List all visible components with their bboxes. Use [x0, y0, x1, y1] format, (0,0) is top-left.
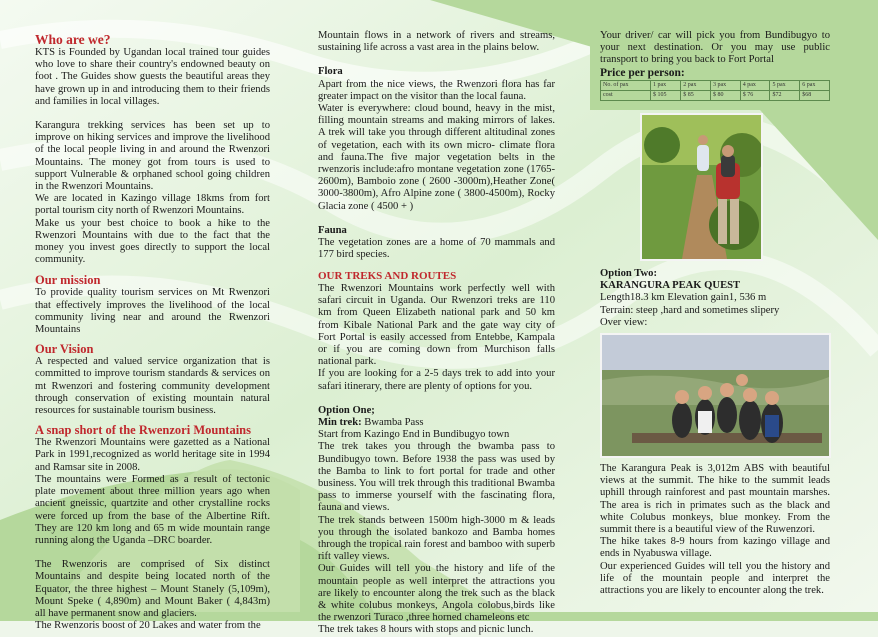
treks-paragraph-1: The Rwenzori Mountains work perfectly well with safari circuit in Uganda. Our Rwenzori treks are 110 km from Queen Elizabeth national park and 50 km from Kibale National Park and the gate way city of Fort Portal is easily accessed from Entebbe, Kampala or if you are coming down from Murchison falls national park. — [318, 282, 555, 368]
option-one-paragraph-1: The trek takes you through the bwamba pass to Bundibugyo town. Before 1938 the pass was used by the Bamba to link to fort portal for trade and other business. You will trek through this traditional Bwamba pass to immerse yourself with the fascinating flora, fauna and views. — [318, 441, 555, 514]
fauna-heading: Fauna — [318, 224, 347, 236]
table-cell: $72 — [770, 90, 800, 100]
option-two-paragraph-1: The Karangura Peak is 3,012m ABS with beautiful views at the summit. The hike to the summit leads uphill through rainforest and past mountain marshes. The area is rich in primates such as the black and white Colubus monkeys, blue monkey. From the summit there is a beautiful view of the Ruwenzori. — [600, 463, 830, 536]
min-trek-label: Min trek: — [318, 416, 362, 428]
who-paragraph-4: Make us your best choice to book a hike to the Rwenzori Mountains with due to the fact that the money you invest goes directly to support the local community. — [35, 217, 270, 266]
table-cell: $ 76 — [740, 90, 770, 100]
who-paragraph-3: We are located in Kazingo village 18kms from fort portal tourism city north of Rwenzori Mountains. — [35, 193, 270, 217]
treks-heading: OUR TREKS AND ROUTES — [318, 270, 457, 283]
option-one-start: Start from Kazingo End in Bundibugyo town — [318, 429, 510, 441]
mission-text: To provide quality tourism services on Mt Rwenzori that effectively improves the livelihood of the local community living near and around the Rwenzori Mountains — [35, 287, 270, 336]
table-cell: cost — [601, 90, 651, 100]
min-trek-value: Bwamba Pass — [361, 416, 424, 428]
price-table — [600, 80, 830, 101]
table-cell: $ 85 — [681, 90, 711, 100]
who-paragraph-2: Karangura trekking services has been set up to improve on hiking services and improve the livelihood of the local people living in and around the Rwenzori Mountains. The money got from tours is used to support Vulnerable & orphaned school going children in the Rwenzori Mountains. — [35, 120, 270, 193]
column-about — [35, 32, 270, 632]
option-two-paragraph-3: Our experienced Guides will tell you the history and life of the mountain people and interpret the attractions you are likely to encounter along the trek. — [600, 560, 830, 597]
option-two-length: Length18.3 km Elevation gain1, 536 m — [600, 292, 767, 304]
table-cell: 6 pax — [800, 80, 830, 90]
continued-text: Mountain flows in a network of rivers and streams, sustaining life across a vast area in the plains below. — [318, 30, 555, 54]
option-one-paragraph-4: The trek takes 8 hours with stops and picnic lunch. — [318, 624, 534, 636]
table-cell: $ 105 — [650, 90, 680, 100]
snapshot-paragraph-3: The Rwenzoris are comprised of Six distinct Mountains and despite being located north of the Equator, the three highest – Mount Stanely (5,109m), Mount Speke ( 4,890m) and Mount Baker ( 4,843m) all have permanent snow and glaciers. — [35, 559, 270, 619]
table-cell: 5 pax — [770, 80, 800, 90]
price-heading: Price per person: — [600, 66, 685, 79]
snapshot-heading: A snap short of the Rwenzori Mountains — [35, 423, 251, 438]
flora-paragraph-1: Apart from the nice views, the Rwenzori flora has far greater impact on the visitor than the local fauna. — [318, 78, 555, 102]
table-cell: 2 pax — [681, 80, 711, 90]
price-table-header — [601, 80, 830, 90]
treks-paragraph-2: If you are looking for a 2-5 days trek to add into your safari itinerary, there are plenty of options for you. — [318, 368, 555, 392]
option-two-paragraph-2: The hike takes 8-9 hours from kazingo village and ends in Nyabuswa village. — [600, 536, 830, 560]
table-cell: $ 80 — [710, 90, 740, 100]
option-one-paragraph-2: The trek stands between 1500m high-3000 m & leads you through the isolated bankozo and Bamba homes through the tropical rain forest and bamboo with superb rift valley views. — [318, 514, 555, 563]
vision-text: A respected and valued service organization that is committed to improve tourism standards & services on mt Rwenzori and fostering community development through conservation of existing mountain natural resources for sustainable tourism business. — [35, 356, 270, 417]
option-two-heading: Option Two: — [600, 268, 658, 279]
snapshot-paragraph-2: The mountains were Formed as a result of tectonic plate movement about three million years ago when ancient gneissic, quartzite and other crystalline rocks were forced up from the base of the Albertine Rift. They are 120 km long and 65 m wide mountain range running along the Uganda –DRC boarder. — [35, 473, 270, 546]
snapshot-paragraph-1: The Rwenzori Mountains were gazetted as a National Park in 1991,recognized as world heritage site in 1994 and Ramsar site in 2008. — [35, 437, 270, 473]
table-cell: No. of pax — [601, 80, 651, 90]
price-table-row — [601, 90, 830, 100]
min-trek-line — [318, 417, 555, 429]
table-cell: 3 pax — [710, 80, 740, 90]
option-two-description — [600, 463, 830, 597]
group-at-summit-photo — [600, 333, 831, 458]
snapshot-paragraph-4: The Rwenzoris boost of 20 Lakes and water from the — [35, 620, 261, 632]
mission-heading: Our mission — [35, 273, 101, 288]
option-two-overview-label: Over view: — [600, 316, 648, 328]
option-two-terrain: Terrain: steep ,hard and sometimes slipery — [600, 304, 780, 316]
flora-heading: Flora — [318, 66, 343, 78]
table-cell: 1 pax — [650, 80, 680, 90]
who-are-we-heading: Who are we? — [35, 32, 111, 47]
column-flora-treks — [318, 30, 555, 637]
fauna-text: The vegetation zones are a home of 70 mammals and 177 bird species. — [318, 237, 555, 261]
table-cell: 4 pax — [740, 80, 770, 90]
flora-paragraph-2: Water is everywhere: cloud bound, heavy in the mist, filling mountain streams and making mirrors of lakes. A trek will take you through different altitudinal zones of vegetation, each with its own micro- climate flora and fauna.The five major vegetation belts in the rwenzoris include:afro montane vegetation zone (1765-2600m), Bamboio zone ( 2600 -3000m),Heather Zone( 3000-3800m), Afro Alpine zone ( 3800-4500m), Rocky Glacia zone ( 4500 + ) — [318, 103, 555, 212]
vision-heading: Our Vision — [35, 342, 94, 357]
option-one-paragraph-3: Our Guides will tell you the history and life of the mountain people as well interpret the attractions you are likely to encounter along the trek such as the black & white colubus monkeys, Angola colobus,birds like the rwenzori Turaco ,three horned chameleons etc — [318, 563, 555, 624]
driver-text: Your driver/ car will pick you from Bundibugyo to your next destination. Or you may use public transport to bring you back to Fort Portal — [600, 30, 830, 66]
hikers-on-trail-photo — [640, 113, 763, 261]
column-pricing-option-two — [600, 30, 830, 101]
option-two-section — [600, 268, 830, 329]
who-paragraph-1: KTS is Founded by Ugandan local trained tour guides who love to share their country's endowned beauty on foot . The Guides show guests the beautiful areas they have grown up in and introducing them to their friends and families in local villages. — [35, 47, 270, 107]
table-cell: $68 — [800, 90, 830, 100]
option-one-heading: Option One; — [318, 404, 375, 416]
option-two-title: KARANGURA PEAK QUEST — [600, 280, 741, 292]
